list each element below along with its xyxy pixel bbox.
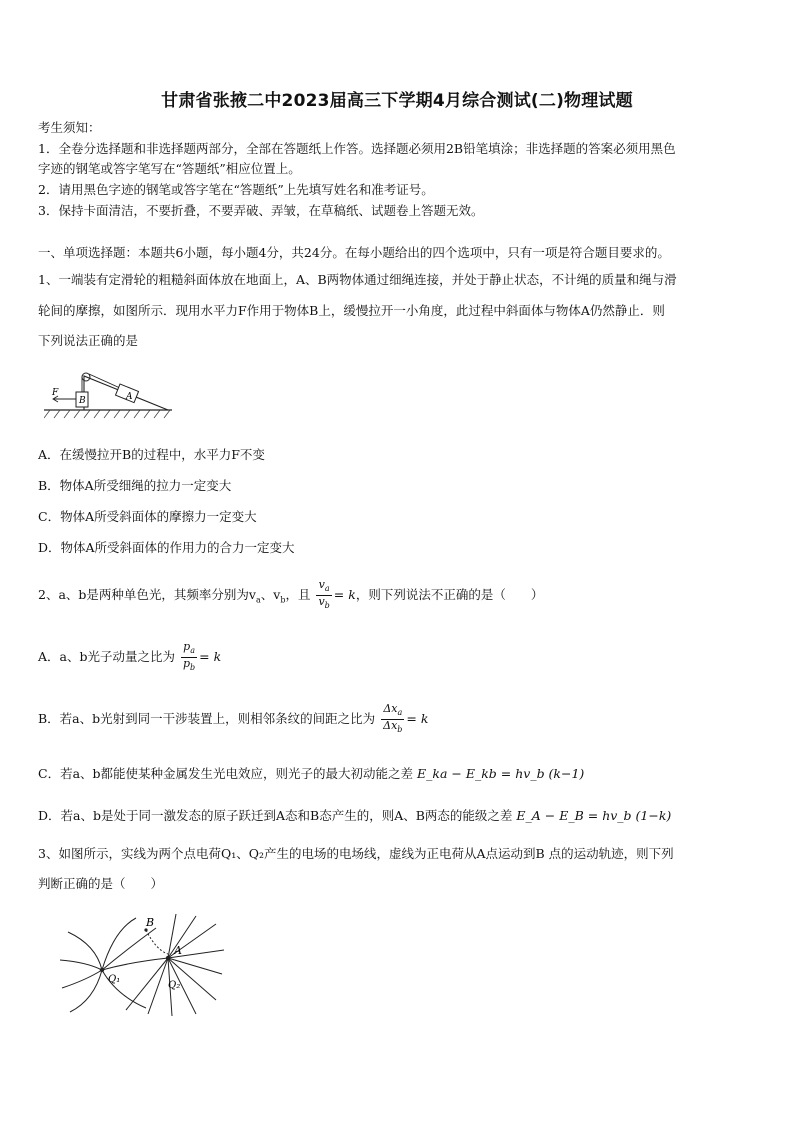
q2-option-b [38,702,428,736]
q2-stem-eq: = k [333,587,356,602]
section-heading: 一、单项选择题：本题共6小题，每小题4分，共24分。在每小题给出的四个选项中，只有一项是符合题目要求的。 [38,245,670,260]
q1-option-c: C．物体A所受斜面体的摩擦力一定变大 [38,509,257,524]
q1-fig-label-F: F [52,388,59,398]
q2-option-a-den: p [182,657,191,670]
q1-line-1: 1、一端装有定滑轮的粗糙斜面体放在地面上，A、B两物体通过细绳连接，并处于静止状态，不计绳的质量和绳与滑 [38,272,677,287]
q3-line-1: 3、如图所示，实线为两个点电荷Q₁、Q₂产生的电场的电场线，虚线为正电荷从A点运动到B 点的运动轨迹，则下列 [38,846,674,861]
q1-line-3: 下列说法正确的是 [38,333,139,348]
q2-option-a-den-sub: b [190,663,196,673]
q2-option-d-text: D．若a、b是处于同一激发态的原子跃迁到A态和B态产生的，则A、B两态的能级之差 [38,808,513,823]
q1-option-b: B．物体A所受细绳的拉力一定变大 [38,478,232,493]
q2-stem [38,578,543,618]
q2-option-b-fraction [381,703,404,736]
q2-option-c-math: E_ka − E_kb = hv_b (k−1) [417,766,585,781]
q2-stem-frac-den: v [318,595,325,608]
notice-heading: 考生须知： [38,120,101,135]
q1-fig-label-A: A [126,392,133,402]
q1-option-a: A．在缓慢拉开B的过程中，水平力F不变 [38,447,265,462]
q2-option-b-den-sub: b [397,725,403,735]
q3-fig-label-A: A [174,944,182,957]
q2-option-d-math: E_A − E_B = hv_b (1−k) [516,808,672,823]
q2-stem-end: ，则下列说法不正确的是（ ） [355,587,544,602]
q1-figure [44,362,174,422]
q2-option-c [38,766,584,782]
q2-option-a-fraction [181,641,197,674]
q2-option-b-text: B．若a、b光射到同一干涉装置上，则相邻条纹的间距之比为 [38,711,376,726]
q3-figure [56,910,226,1020]
notice-item-2: 2．请用黑色字迹的钢笔或答字笔在“答题纸”上先填写姓名和准考证号。 [38,182,434,197]
q2-option-b-num-sub: a [397,708,403,717]
q2-option-a-eq: = k [199,649,222,664]
notice-item-1-cont: 字迹的钢笔或答字笔写在“答题纸”相应位置上。 [38,161,301,176]
notice-item-1: 1．全卷分选择题和非选择题两部分，全部在答题纸上作答。选择题必须用2B铅笔填涂；非选择题的答案必须用黑色 [38,141,676,156]
q1-option-d: D．物体A所受斜面体的作用力的合力一定变大 [38,540,295,555]
q3-fig-label-Q1: Q₁ [108,974,121,985]
q3-line-2: 判断正确的是（ ） [38,876,164,891]
q2-stem-frac-num-sub: a [324,584,330,593]
q2-stem-fraction [316,579,331,612]
q2-stem-b: 、v [260,587,281,602]
q2-option-c-text: C．若a、b都能使某种金属发生光电效应，则光子的最大初动能之差 [38,766,414,781]
q2-stem-frac-num: v [318,577,325,591]
q2-option-b-den: Δx [383,719,398,732]
q2-stem-a-sub: a [255,595,261,605]
q1-fig-label-B: B [79,396,86,406]
q2-option-a-text: A．a、b光子动量之比为 [38,649,175,664]
q2-option-a [38,640,221,674]
q2-stem-a: 2、a、b是两种单色光，其频率分别为v [38,587,256,602]
q2-option-b-eq: = k [406,711,429,726]
page-title: 甘肃省张掖二中2023届高三下学期4月综合测试(二)物理试题 [161,91,633,111]
q2-stem-b-sub: b [280,595,286,605]
q2-option-a-num: p [183,639,191,653]
q3-fig-label-Q2: Q₂ [168,980,181,991]
q2-option-a-num-sub: a [190,646,195,655]
q2-stem-c: ，且 [285,587,311,602]
q2-option-d [38,808,671,824]
q2-option-b-num: Δx [383,701,398,715]
q2-stem-frac-den-sub: b [324,601,330,611]
q1-line-2: 轮间的摩擦，如图所示．现用水平力F作用于物体B上，缓慢拉开一小角度，此过程中斜面体与物体A仍然静止．则 [38,303,665,318]
q3-fig-label-B: B [146,916,155,929]
notice-item-3: 3．保持卡面清洁，不要折叠，不要弄破、弄皱，在草稿纸、试题卷上答题无效。 [38,203,484,218]
